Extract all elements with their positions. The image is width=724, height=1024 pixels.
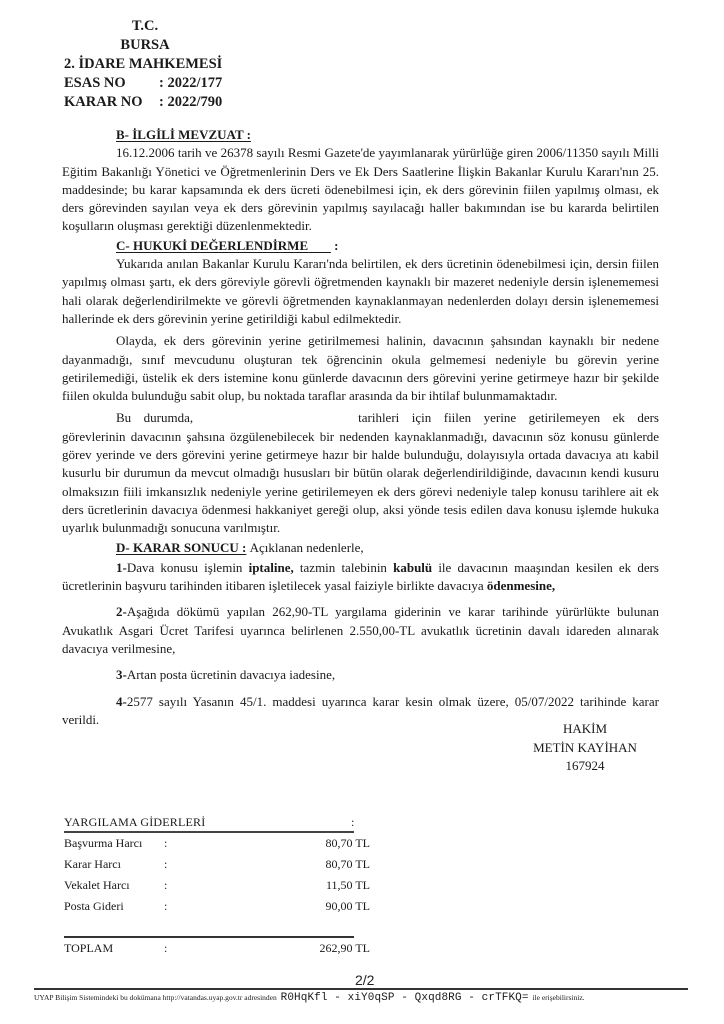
cost-separator: :: [164, 857, 168, 871]
item-1-number: 1-: [116, 559, 127, 575]
item-1-text-c: ile davacının maaşından kesilen ek ders ücretlerinin başvuru tarihinden itibaren işletilecek yasal faiziyle birlikte davacıya: [62, 559, 659, 594]
section-d-intro: Açıklanan nedenlerle,: [249, 539, 364, 555]
decision-item-2: [62, 603, 659, 658]
judge-title: HAKİM: [562, 721, 608, 736]
cost-label: Başvurma Harcı: [64, 836, 143, 850]
total-row: [64, 938, 370, 959]
cost-row: [64, 875, 370, 896]
esas-no-value: : 2022/177: [159, 75, 223, 91]
total-label: TOPLAM: [64, 941, 114, 955]
cost-amount: 80,70 TL: [325, 836, 370, 850]
cost-label: Posta Gideri: [64, 899, 124, 913]
esas-no-label: ESAS NO: [64, 75, 126, 91]
item-2-text: Aşağıda dökümü yapılan 262,90-TL yargılama giderinin ve karar tarihinde yürürlükte bulunan Avukatlık Asgari Ücret Tarifesi uyarınca belirlenen 2.550,00-TL avukatlık ücretinin davalı idareden alınarak davacıya verilmesine,: [62, 604, 659, 657]
costs-title-row: [64, 813, 370, 831]
total-separator: :: [164, 941, 168, 955]
karar-no-label: KARAR NO: [64, 94, 143, 110]
header-court: 2. İDARE MAHKEMESİ: [64, 56, 223, 72]
footer-divider: [34, 988, 688, 990]
footer-text: UYAP Bilişim Sistemindeki bu dokümana http://vatandas.uyap.gov.tr adresinden: [34, 993, 277, 1002]
costs-table: [64, 813, 370, 959]
cost-separator: :: [164, 836, 168, 850]
footer-text-end: ile erişebilirsiniz.: [532, 993, 585, 1002]
total-amount: 262,90 TL: [319, 941, 370, 955]
decision-item-3: [62, 666, 659, 684]
item-4-number: 4-: [116, 693, 127, 709]
header-country: T.C.: [131, 18, 159, 34]
costs-title-colon: :: [351, 815, 355, 829]
section-c-colon: :: [334, 237, 339, 253]
item-2-number: 2-: [116, 604, 127, 620]
item-1-bold-iptal: iptaline,: [248, 559, 294, 575]
section-c-title-text: C- HUKUKİ DEĞERLENDİRME: [116, 237, 309, 253]
cost-amount: 11,50 TL: [326, 878, 370, 892]
page-number: 2/2: [355, 972, 375, 988]
cost-amount: 80,70 TL: [325, 857, 370, 871]
verification-code: R0HqKfl - xiY0qSP - Qxqd8RG - crTFKQ=: [280, 992, 529, 1004]
section-c-paragraph-1: Yukarıda anılan Bakanlar Kurulu Kararı'nda belirtilen, ek ders ücretinin ödenebilmesi için, dersin fiilen yapılmış olması şartı, ek ders göreviyle görevli öğretmenden kaynaklı bir mazeret nedeniyle dersin işlenememesi hali olarak değerlendirilmekte ve görevli öğretmenden kaynaklanmayan nedenlerden dolayı dersin işlenememesi hallerinde ek ders görevinin yerine getirildiği kabul edilmektedir.: [62, 256, 659, 326]
section-b-title: B- İLGİLİ MEVZUAT :: [116, 127, 251, 142]
item-3-text: Artan posta ücretinin davacıya iadesine,: [126, 667, 336, 683]
item-1-text-a: Dava konusu işlemin: [126, 559, 249, 575]
section-b-paragraph: 16.12.2006 tarih ve 26378 sayılı Resmi Gazete'de yayımlanarak yürürlüğe giren 2006/11350 sayılı Milli Eğitim Bakanlığı Yönetici ve Öğretmenlerinin Ders ve Ek Ders Saatlerine İlişkin Bakanlar Kurulu Kararı'nın 25. maddesinde; bu karar kapsamında ek ders ücreti ödenebilmesi için, ek ders görevinin fiilen yapılmış olması, ek ders görevinden sayılan veya ek ders görevinin yapılmış sayılacağı haller bakımından ise bu kararda belirtilen koşulların oluşması gerektiği düzenlenmektedir.: [62, 145, 659, 234]
judge-id: 167924: [565, 758, 605, 773]
section-c-paragraph-3: [62, 409, 659, 537]
section-d-title: D- KARAR SONUCU :: [116, 539, 247, 555]
signature-block: [490, 720, 680, 776]
footer-verification: [34, 991, 694, 1005]
section-c-paragraph-2: Olayda, ek ders görevinin yerine getirilmemesi halinin, davacının şahsından kaynaklı bir nedene dayanmadığı, sınıf mevcudunu oluşturan tek öğrencinin okula gelmemesi nedeniyle bu görevin yerine getirilemediği, üstelik ek ders istemine konu günlerde davacının ders görevini yerine getirmeye hazır bir şekilde fiilen okulda bulunduğu sabit olup, bu noktada taraflar arasında da bir ihtilaf bulunmamaktadır.: [62, 333, 659, 404]
cost-separator: :: [164, 878, 168, 892]
cost-label: Vekalet Harcı: [64, 878, 130, 892]
section-b-heading: [62, 126, 659, 144]
cost-separator: :: [164, 899, 168, 913]
cost-row: [64, 833, 370, 854]
paragraph-3-rest: tarihleri için fiilen yerine getirilemeyen ek ders görevlerinin davacının şahsına özgülenebilecek bir nedenden kaynaklanmadığı, davacının söz konusu günlerde görev yerinde ve ders görevini yerine getirmeye hazır bir halde bulunduğu, dolayısıyla ortada davacıya atı kabil kusurlu bir durumun da mevcut olmadığı hususları bir bütün olarak değerlendirildiğinde, davacının kendi kusuru olmaksızın fiili imkansızlık nedeniyle yerine getirilemeyen ek ders görevi nedeniyle talep konusu tarihlere ait ek ders ücretlerinin davacıya ödenmesi hakkaniyet gereği olup, aksi yönde tesis edilen dava konusu işlemde hukuka uyarlık bulunmadığı sonucuna varılmıştır.: [62, 410, 659, 536]
karar-no-value: : 2022/790: [159, 94, 223, 110]
document-body: [62, 126, 659, 729]
item-1-text-b: tazmin talebinin: [293, 559, 394, 575]
section-c-heading: [62, 237, 659, 255]
cost-row: [64, 896, 370, 917]
paragraph-3-start: Bu durumda,: [116, 410, 194, 426]
section-d-heading: [62, 539, 659, 557]
header-city: BURSA: [120, 37, 170, 53]
item-1-bold-kabul: kabulü: [393, 559, 433, 575]
cost-row: [64, 854, 370, 875]
cost-amount: 90,00 TL: [325, 899, 370, 913]
item-3-number: 3-: [116, 667, 127, 683]
cost-label: Karar Harcı: [64, 857, 121, 871]
item-4-text: 2577 sayılı Yasanın 45/1. maddesi uyarınca karar kesin olmak üzere, 05/07/2022 tarihinde karar verildi.: [62, 693, 659, 727]
item-1-bold-odenme: ödenmesine,: [486, 578, 556, 594]
judge-name: METİN KAYİHAN: [533, 739, 637, 755]
section-c-title: [116, 238, 331, 253]
costs-title: YARGILAMA GİDERLERİ: [64, 815, 206, 829]
decision-item-1: [62, 559, 659, 596]
